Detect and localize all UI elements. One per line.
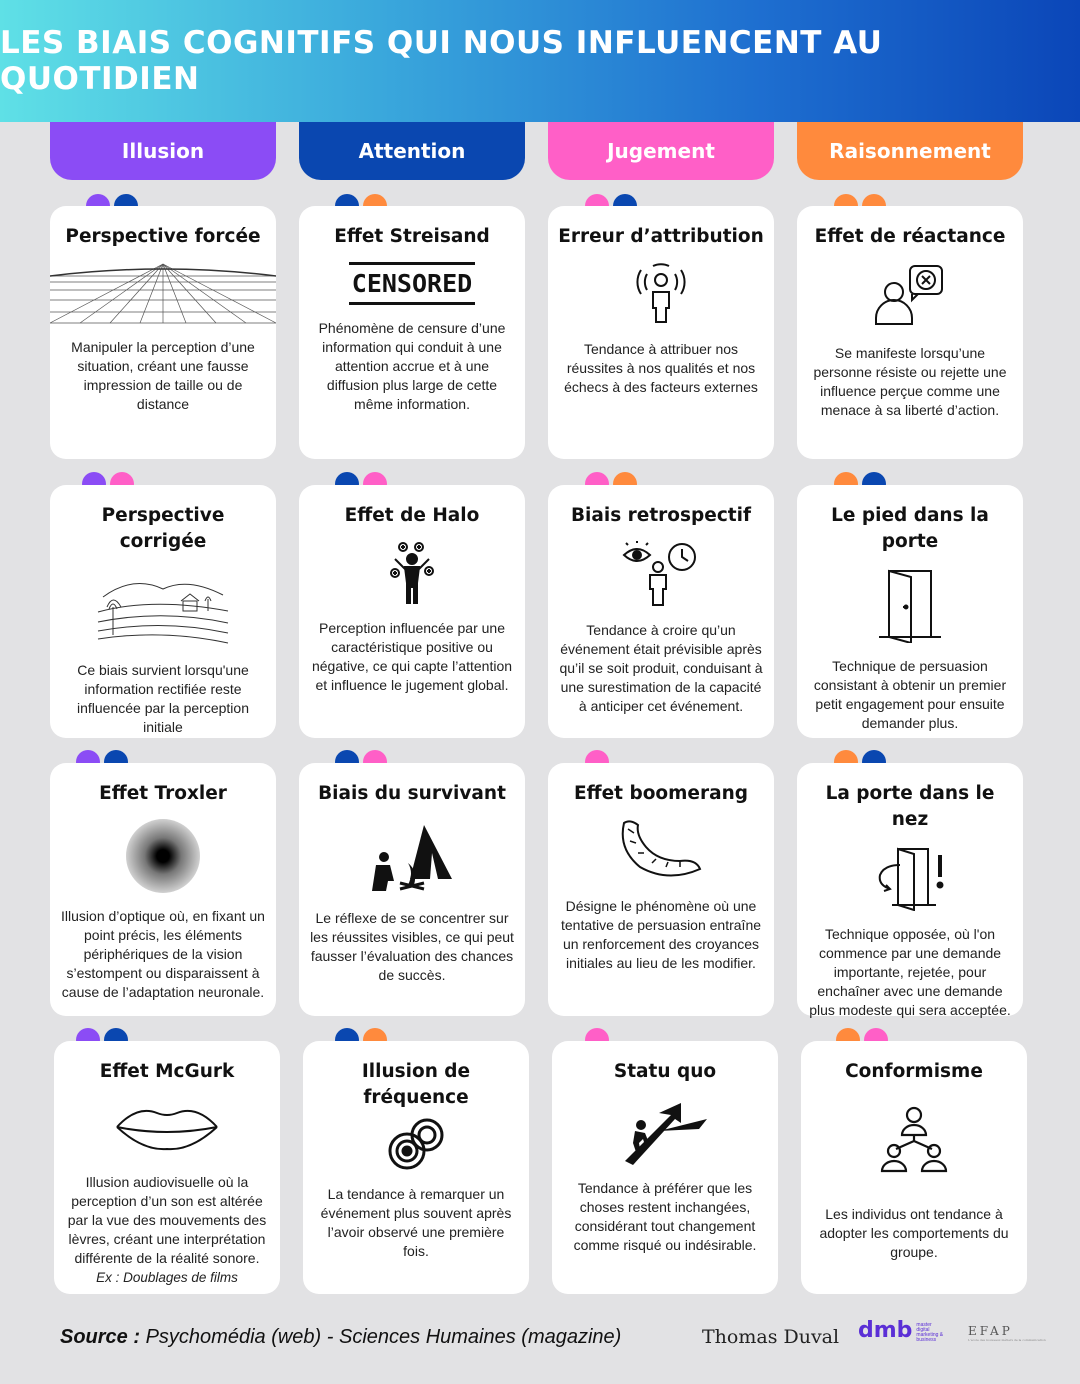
card-text: Ce biais survient lorsqu'une information rectifiée reste influencée par la perception initiale [76, 662, 249, 735]
card-text: Technique de persuasion consistant à obtenir un premier petit engagement pour ensuite demander plus. [813, 658, 1007, 731]
bias-card [299, 206, 525, 459]
bias-card [50, 485, 276, 738]
bias-card [797, 206, 1023, 459]
bias-card [801, 1041, 1027, 1294]
person-reject-icon [872, 262, 948, 330]
card-title: Effet Streisand [334, 226, 490, 247]
bias-card [797, 485, 1023, 738]
bias-card [548, 485, 774, 738]
card-text: Tendance à attribuer nos réussites à nos qualités et nos échecs à des facteurs externes [564, 341, 758, 395]
landscape-sketch-icon [93, 567, 233, 647]
bias-card [50, 763, 276, 1016]
person-broadcast-icon [631, 262, 691, 326]
bias-card [299, 763, 525, 1016]
card-title: Erreur d’attribution [558, 226, 764, 247]
source-text: Psychomédia (web) - Sciences Humaines (magazine) [140, 1326, 622, 1348]
card-title: Effet boomerang [574, 783, 748, 804]
campfire-tent-icon [370, 823, 454, 895]
category-attention: Attention [299, 122, 525, 180]
card-title: Effet de réactance [814, 226, 1006, 247]
card-text: Manipuler la perception d’une situation, créant une fausse impression de taille ou de distance [71, 339, 255, 412]
bias-card [548, 763, 774, 1016]
card-title: Conformisme [845, 1061, 983, 1082]
eye-clock-icon [620, 541, 702, 607]
source-label: Source : [60, 1326, 141, 1348]
efap-logo-text: EFAP [968, 1324, 1013, 1338]
group-network-icon [878, 1103, 950, 1175]
card-title: Perspective forcée [65, 226, 261, 247]
card-title: Effet McGurk [99, 1061, 235, 1082]
boomerang-icon [618, 819, 704, 883]
category-illusion: Illusion [50, 122, 276, 180]
lips-icon [113, 1103, 221, 1151]
perspective-grid-icon [50, 262, 276, 324]
card-text: Tendance à croire qu’un événement était prévisible après qu’il se soit produit, conduisant à une surestimation de la capacité à anticiper cet événement. [559, 622, 763, 714]
card-text: Tendance à préférer que les choses restent inchangées, considérant tout changement comme risqué ou indésirable. [573, 1180, 757, 1253]
header-banner [0, 0, 1080, 122]
efap-logo [968, 1324, 1046, 1342]
target-circles-icon [387, 1117, 445, 1171]
card-text: Les individus ont tendance à adopter les comportements du groupe. [819, 1206, 1009, 1260]
card-text: Illusion audiovisuelle où la perception d’un son est altérée par la vue des mouvements des lèvres, créant une interprétation différente de la réalité sonore. [67, 1174, 267, 1266]
category-jugement: Jugement [548, 122, 774, 180]
troxler-blur-icon [126, 819, 200, 893]
dmb-logo [858, 1318, 944, 1343]
bias-card [54, 1041, 280, 1294]
card-text: Désigne le phénomène où une tentative de persuasion entraîne un renforcement des croyances initiales au lieu de les modifier. [560, 898, 762, 971]
card-title: Effet Troxler [99, 783, 227, 804]
card-title: Biais du survivant [318, 783, 506, 804]
source-line [60, 1326, 621, 1349]
card-text: Se manifeste lorsqu’une personne résiste ou rejette une influence perçue comme une menace à sa liberté d’action. [813, 345, 1007, 418]
author-signature: Thomas Duval [702, 1326, 840, 1348]
card-text: Technique opposée, où l'on commence par une demande importante, rejetée, pour enchaîner avec une demande plus modeste qui sera acceptée. [809, 926, 1011, 1018]
door-exclamation-icon [870, 845, 950, 911]
bias-card [303, 1041, 529, 1294]
card-title: Statu quo [613, 1061, 717, 1082]
bias-card [797, 763, 1023, 1016]
censored-stamp-icon [349, 262, 475, 305]
card-example: Ex : Doublages de films [96, 1270, 238, 1285]
card-text: Perception influencée par une caractéristique positive ou négative, ce qui capte l’attention et influence le jugement global. [311, 620, 513, 693]
card-title: Perspective corrigée [101, 505, 225, 552]
crossroad-runner-icon [619, 1101, 711, 1165]
efap-logo-sub: L'école des nouveaux métiers de la communication [968, 1338, 1046, 1342]
bias-card [552, 1041, 778, 1294]
card-text: La tendance à remarquer un événement plus souvent après l’avoir observé une première fois. [320, 1186, 512, 1259]
card-text: Illusion d’optique où, en fixant un point précis, les éléments périphériques de la vision s’estompent ou disparaissent à cause de l’adaptation neuronale. [61, 908, 265, 1000]
card-title: Illusion de fréquence [361, 1061, 471, 1108]
category-raisonnement: Raisonnement [797, 122, 1023, 180]
bias-card [50, 206, 276, 459]
censored-label: CENSORED [349, 262, 475, 305]
bias-card [299, 485, 525, 738]
page-title: LES BIAIS COGNITIFS QUI NOUS INFLUENCENT AU QUOTIDIEN [0, 25, 883, 97]
dmb-logo-sub: master digital marketing & business [916, 1322, 944, 1343]
card-title: La porte dans le nez [825, 783, 995, 830]
card-title: Le pied dans la porte [831, 505, 989, 552]
bias-card [548, 206, 774, 459]
card-title: Effet de Halo [344, 505, 480, 526]
open-door-icon [875, 567, 945, 643]
person-plus-icon [389, 541, 435, 605]
dmb-logo-text: dmb [858, 1318, 913, 1343]
card-title: Biais retrospectif [570, 505, 752, 526]
card-text: Le réflexe de se concentrer sur les réussites visibles, ce qui peut fausser l’évaluation des chances de succès. [310, 910, 514, 983]
card-text: Phénomène de censure d’une information qui conduit à une attention accrue et à une diffusion plus large de cette même information. [318, 320, 506, 412]
